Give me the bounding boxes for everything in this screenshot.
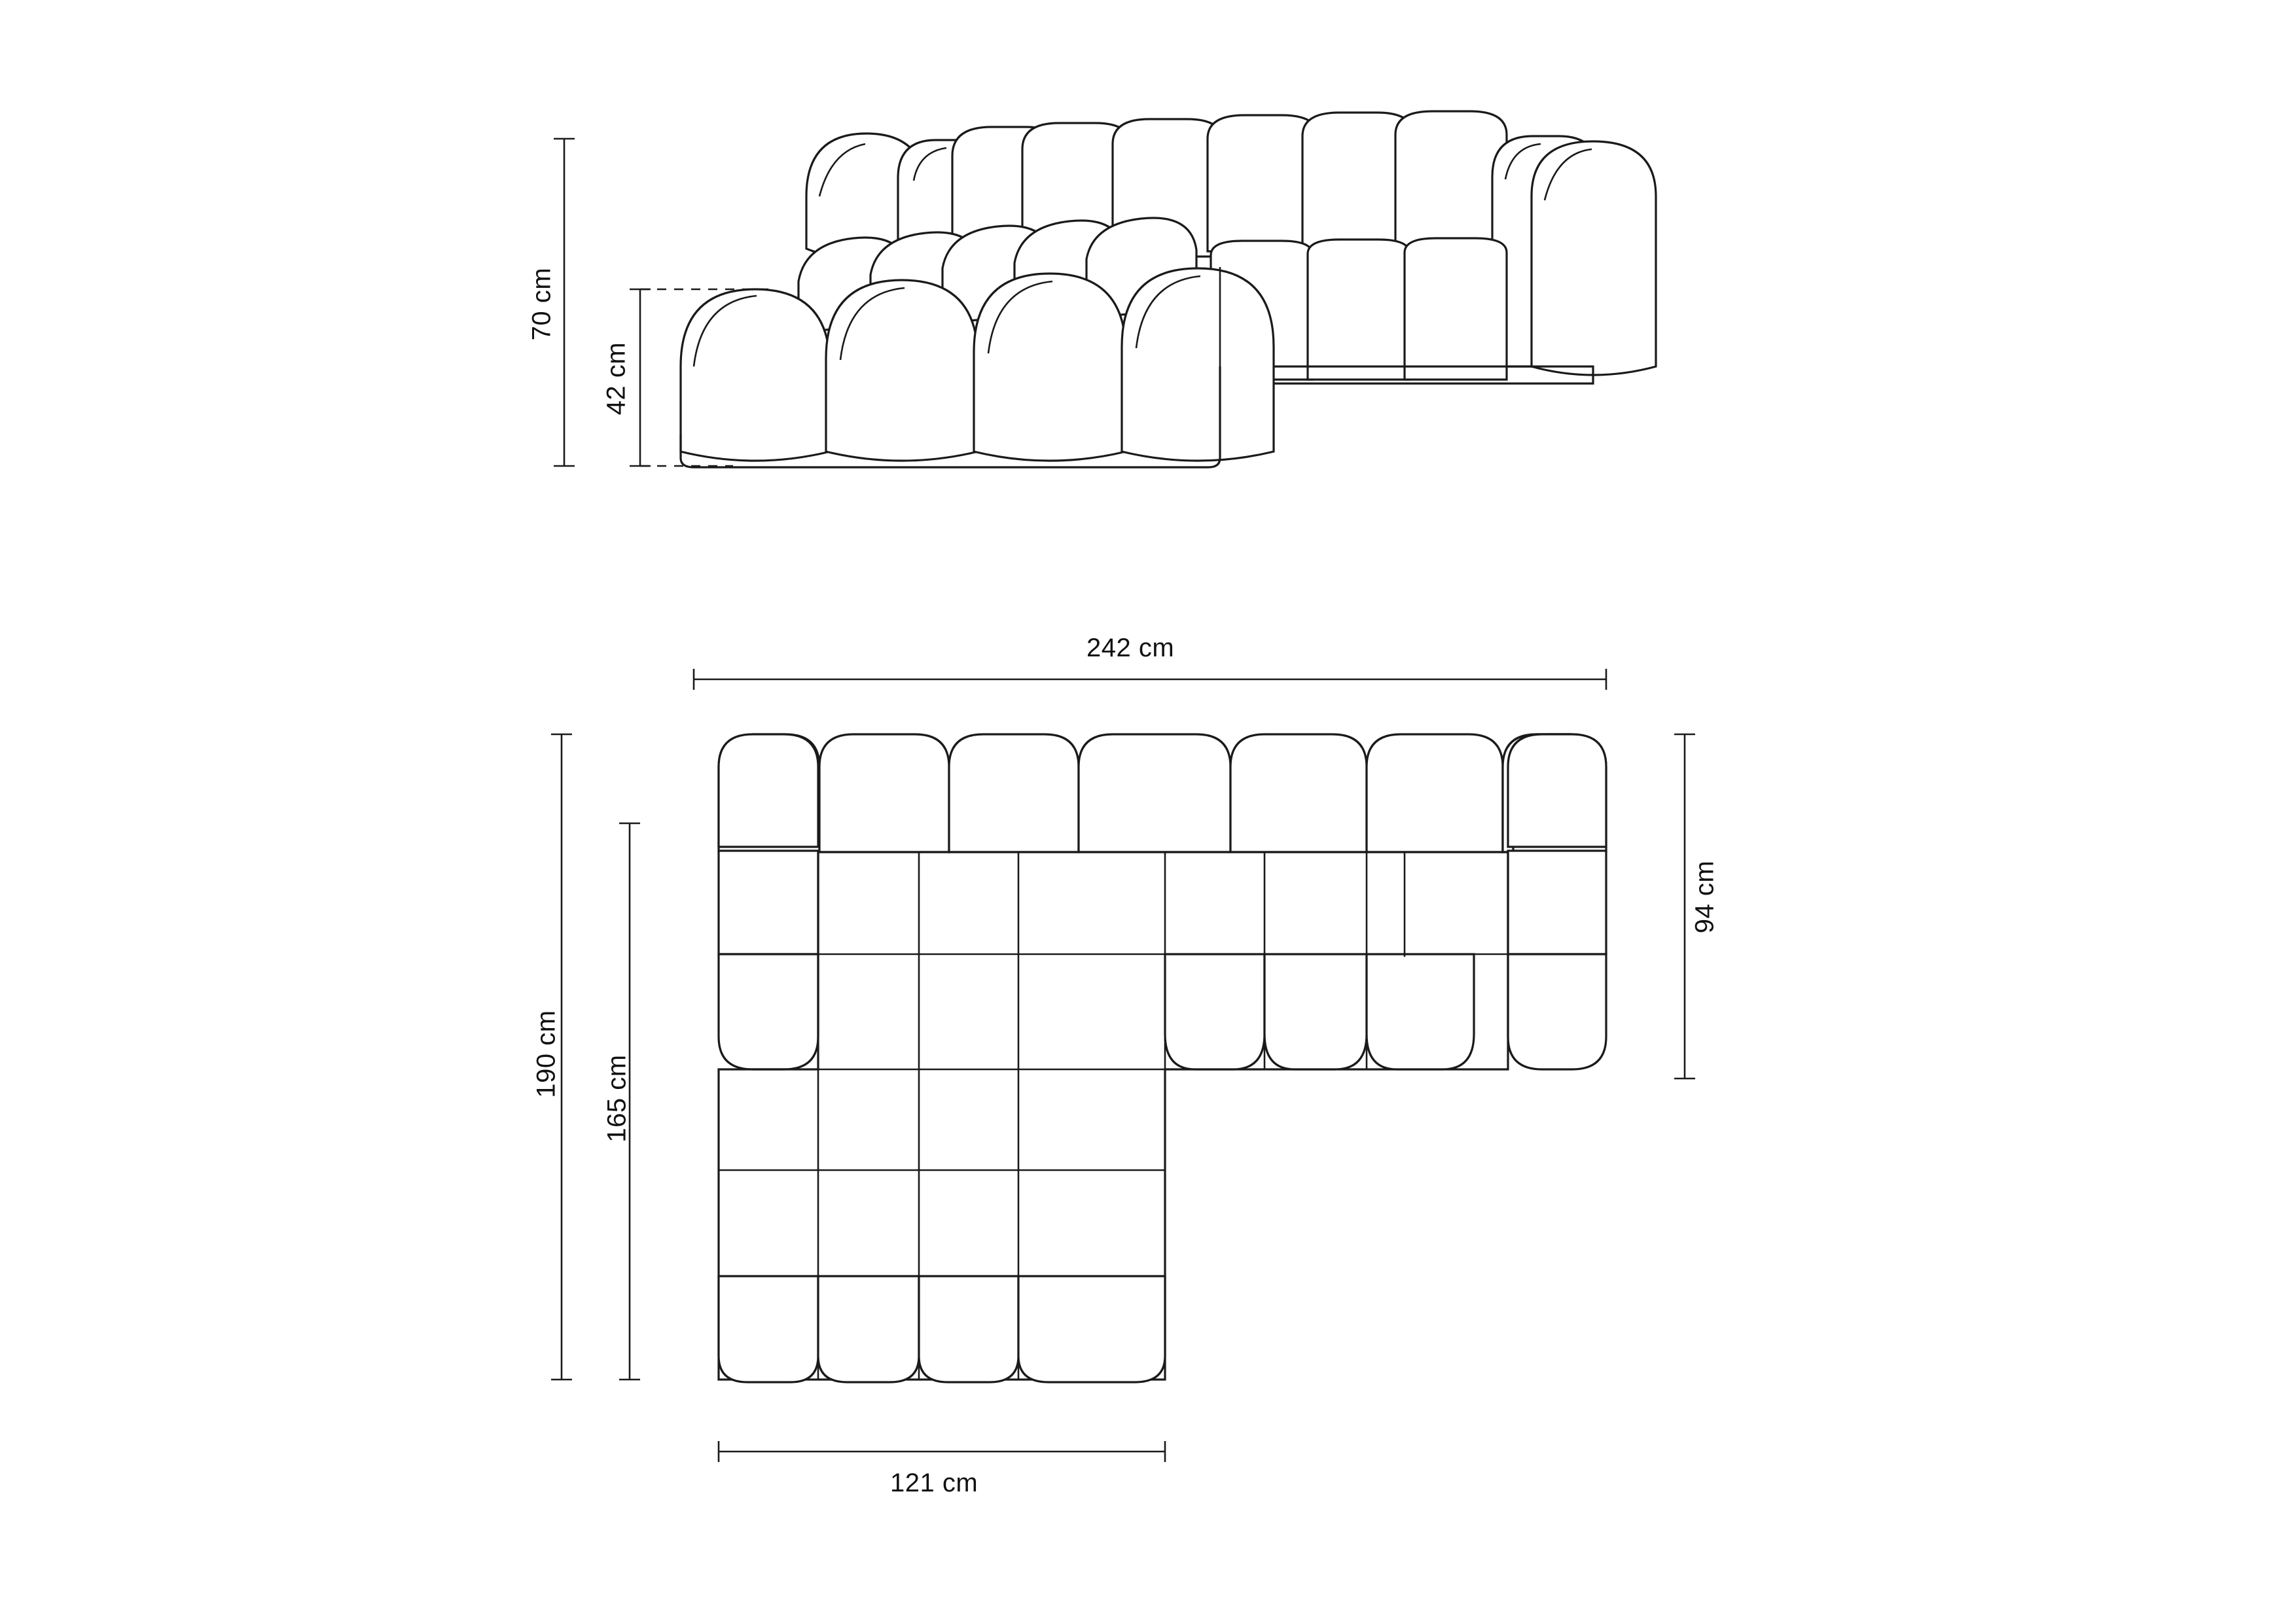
dim-121cm — [719, 1441, 1165, 1462]
dim-70cm — [554, 139, 575, 466]
dim-242cm — [694, 669, 1606, 690]
sofa-perspective-view — [681, 111, 1656, 467]
label-depth-190: 190 cm — [531, 1010, 561, 1098]
label-seat-height-42: 42 cm — [601, 342, 631, 416]
label-width-121: 121 cm — [890, 1469, 978, 1497]
label-width-242: 242 cm — [1086, 633, 1175, 662]
label-depth-165: 165 cm — [602, 1054, 632, 1143]
label-depth-94: 94 cm — [1690, 860, 1719, 934]
label-height-70: 70 cm — [527, 267, 556, 341]
sofa-top-view — [719, 734, 1606, 1382]
